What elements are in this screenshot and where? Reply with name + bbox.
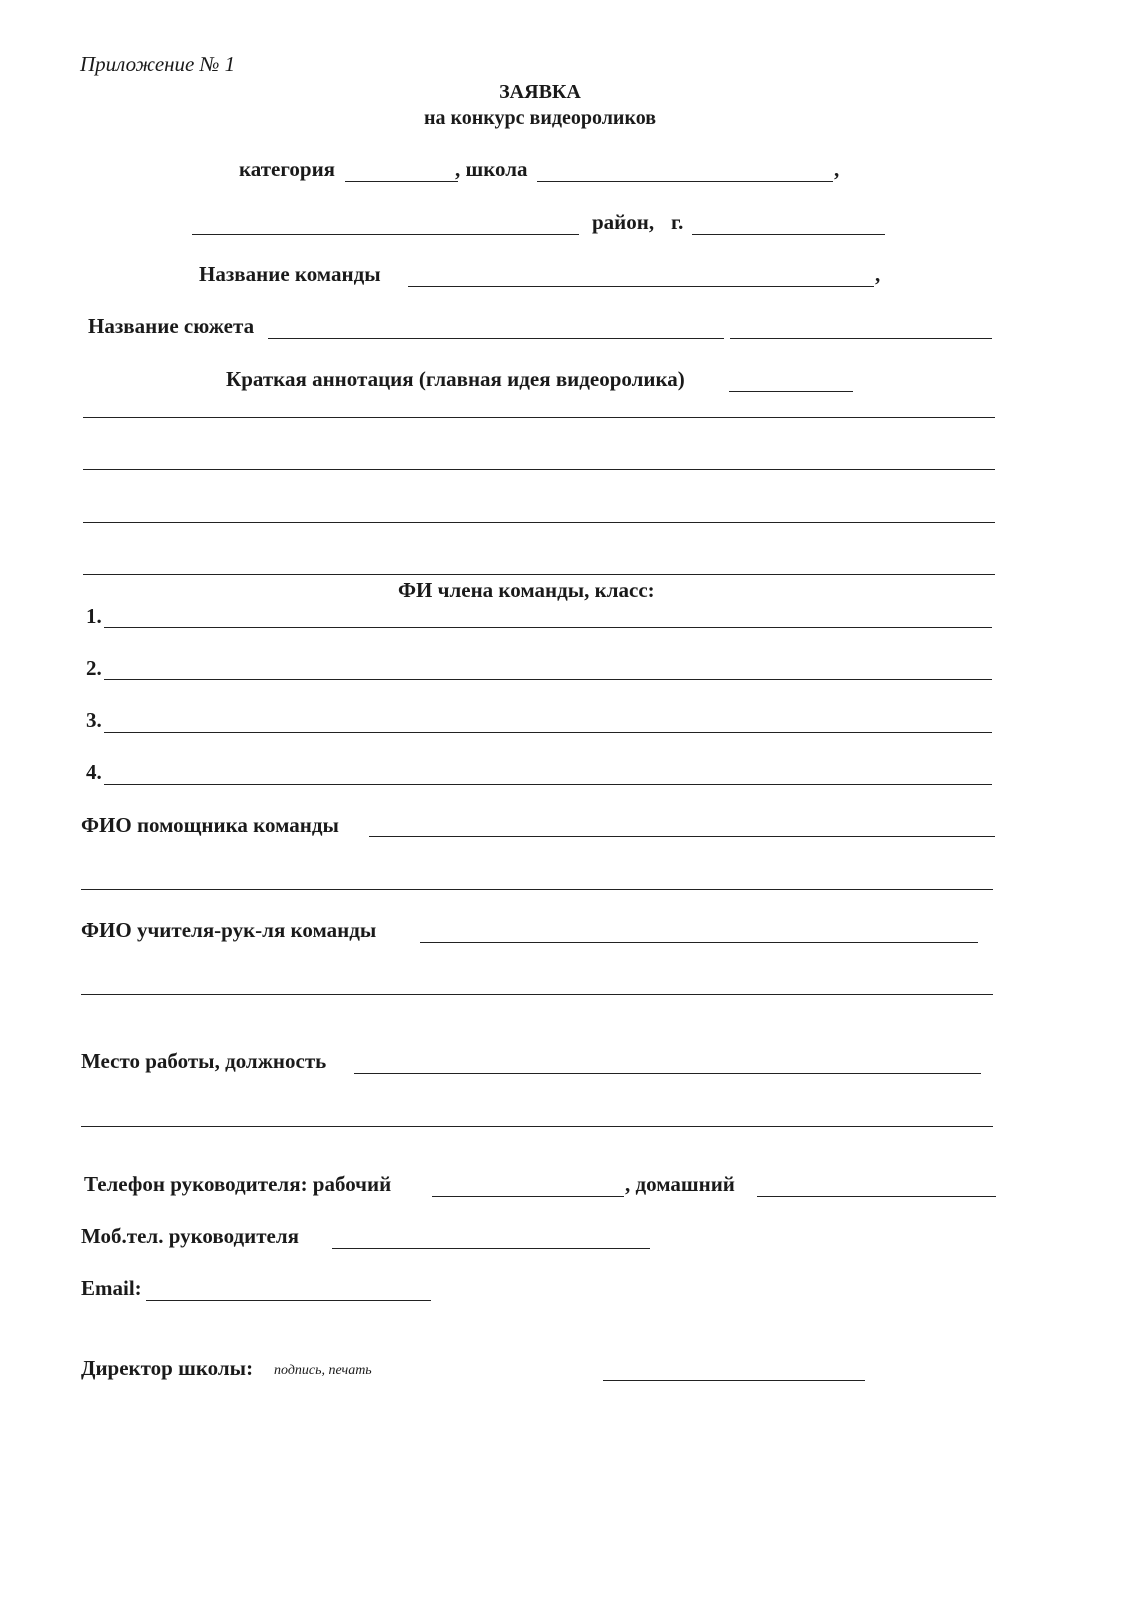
city-field[interactable] [692,234,885,235]
district-label: район, [592,210,655,234]
teacher-label: ФИО учителя-рук-ля команды [81,918,377,942]
home-phone-label: , домашний [625,1172,735,1196]
mobile-field[interactable] [332,1248,650,1249]
school-label: , школа [455,157,528,181]
director-signature-field[interactable] [603,1380,865,1381]
email-label: Email: [81,1276,142,1300]
assistant-line[interactable] [81,889,993,890]
teacher-line[interactable] [81,994,993,995]
mobile-label: Моб.тел. руководителя [81,1224,300,1248]
phone-label: Телефон руководителя: рабочий [84,1172,392,1196]
district-field[interactable] [192,234,579,235]
team-name-comma: , [875,262,881,286]
appendix-label: Приложение № 1 [80,52,236,76]
city-label: г. [671,210,684,234]
school-comma: , [834,157,840,181]
category-label: категория [239,157,336,181]
plot-name-field[interactable] [268,338,724,339]
workplace-label: Место работы, должность [81,1049,327,1073]
member-field[interactable] [104,732,992,733]
form-subtitle: на конкурс видеороликов [423,107,657,129]
work-phone-field[interactable] [432,1196,624,1197]
director-label: Директор школы: [81,1356,254,1380]
member-number: 2. [86,656,102,680]
members-heading: ФИ члена команды, класс: [398,578,655,602]
home-phone-field[interactable] [757,1196,996,1197]
workplace-line[interactable] [81,1126,993,1127]
team-name-label: Название команды [199,262,381,286]
workplace-field[interactable] [354,1073,981,1074]
plot-name-label: Название сюжета [88,314,255,338]
assistant-field[interactable] [369,836,995,837]
annotation-line[interactable] [83,469,995,470]
annotation-label: Краткая аннотация (главная идея видеоролика) [226,367,685,391]
plot-name-field-extra[interactable] [730,338,992,339]
teacher-field[interactable] [420,942,978,943]
annotation-line[interactable] [83,417,995,418]
email-field[interactable] [146,1300,431,1301]
member-field[interactable] [104,784,992,785]
member-field[interactable] [104,627,992,628]
annotation-line[interactable] [83,574,995,575]
member-number: 4. [86,760,102,784]
director-note: подпись, печать [274,1363,372,1378]
member-number: 1. [86,604,102,628]
assistant-label: ФИО помощника команды [81,813,339,837]
category-field[interactable] [345,181,458,182]
school-field[interactable] [537,181,833,182]
member-field[interactable] [104,679,992,680]
team-name-field[interactable] [408,286,874,287]
annotation-field[interactable] [729,391,853,392]
member-number: 3. [86,708,102,732]
annotation-line[interactable] [83,522,995,523]
form-title: ЗАЯВКА [499,81,581,103]
